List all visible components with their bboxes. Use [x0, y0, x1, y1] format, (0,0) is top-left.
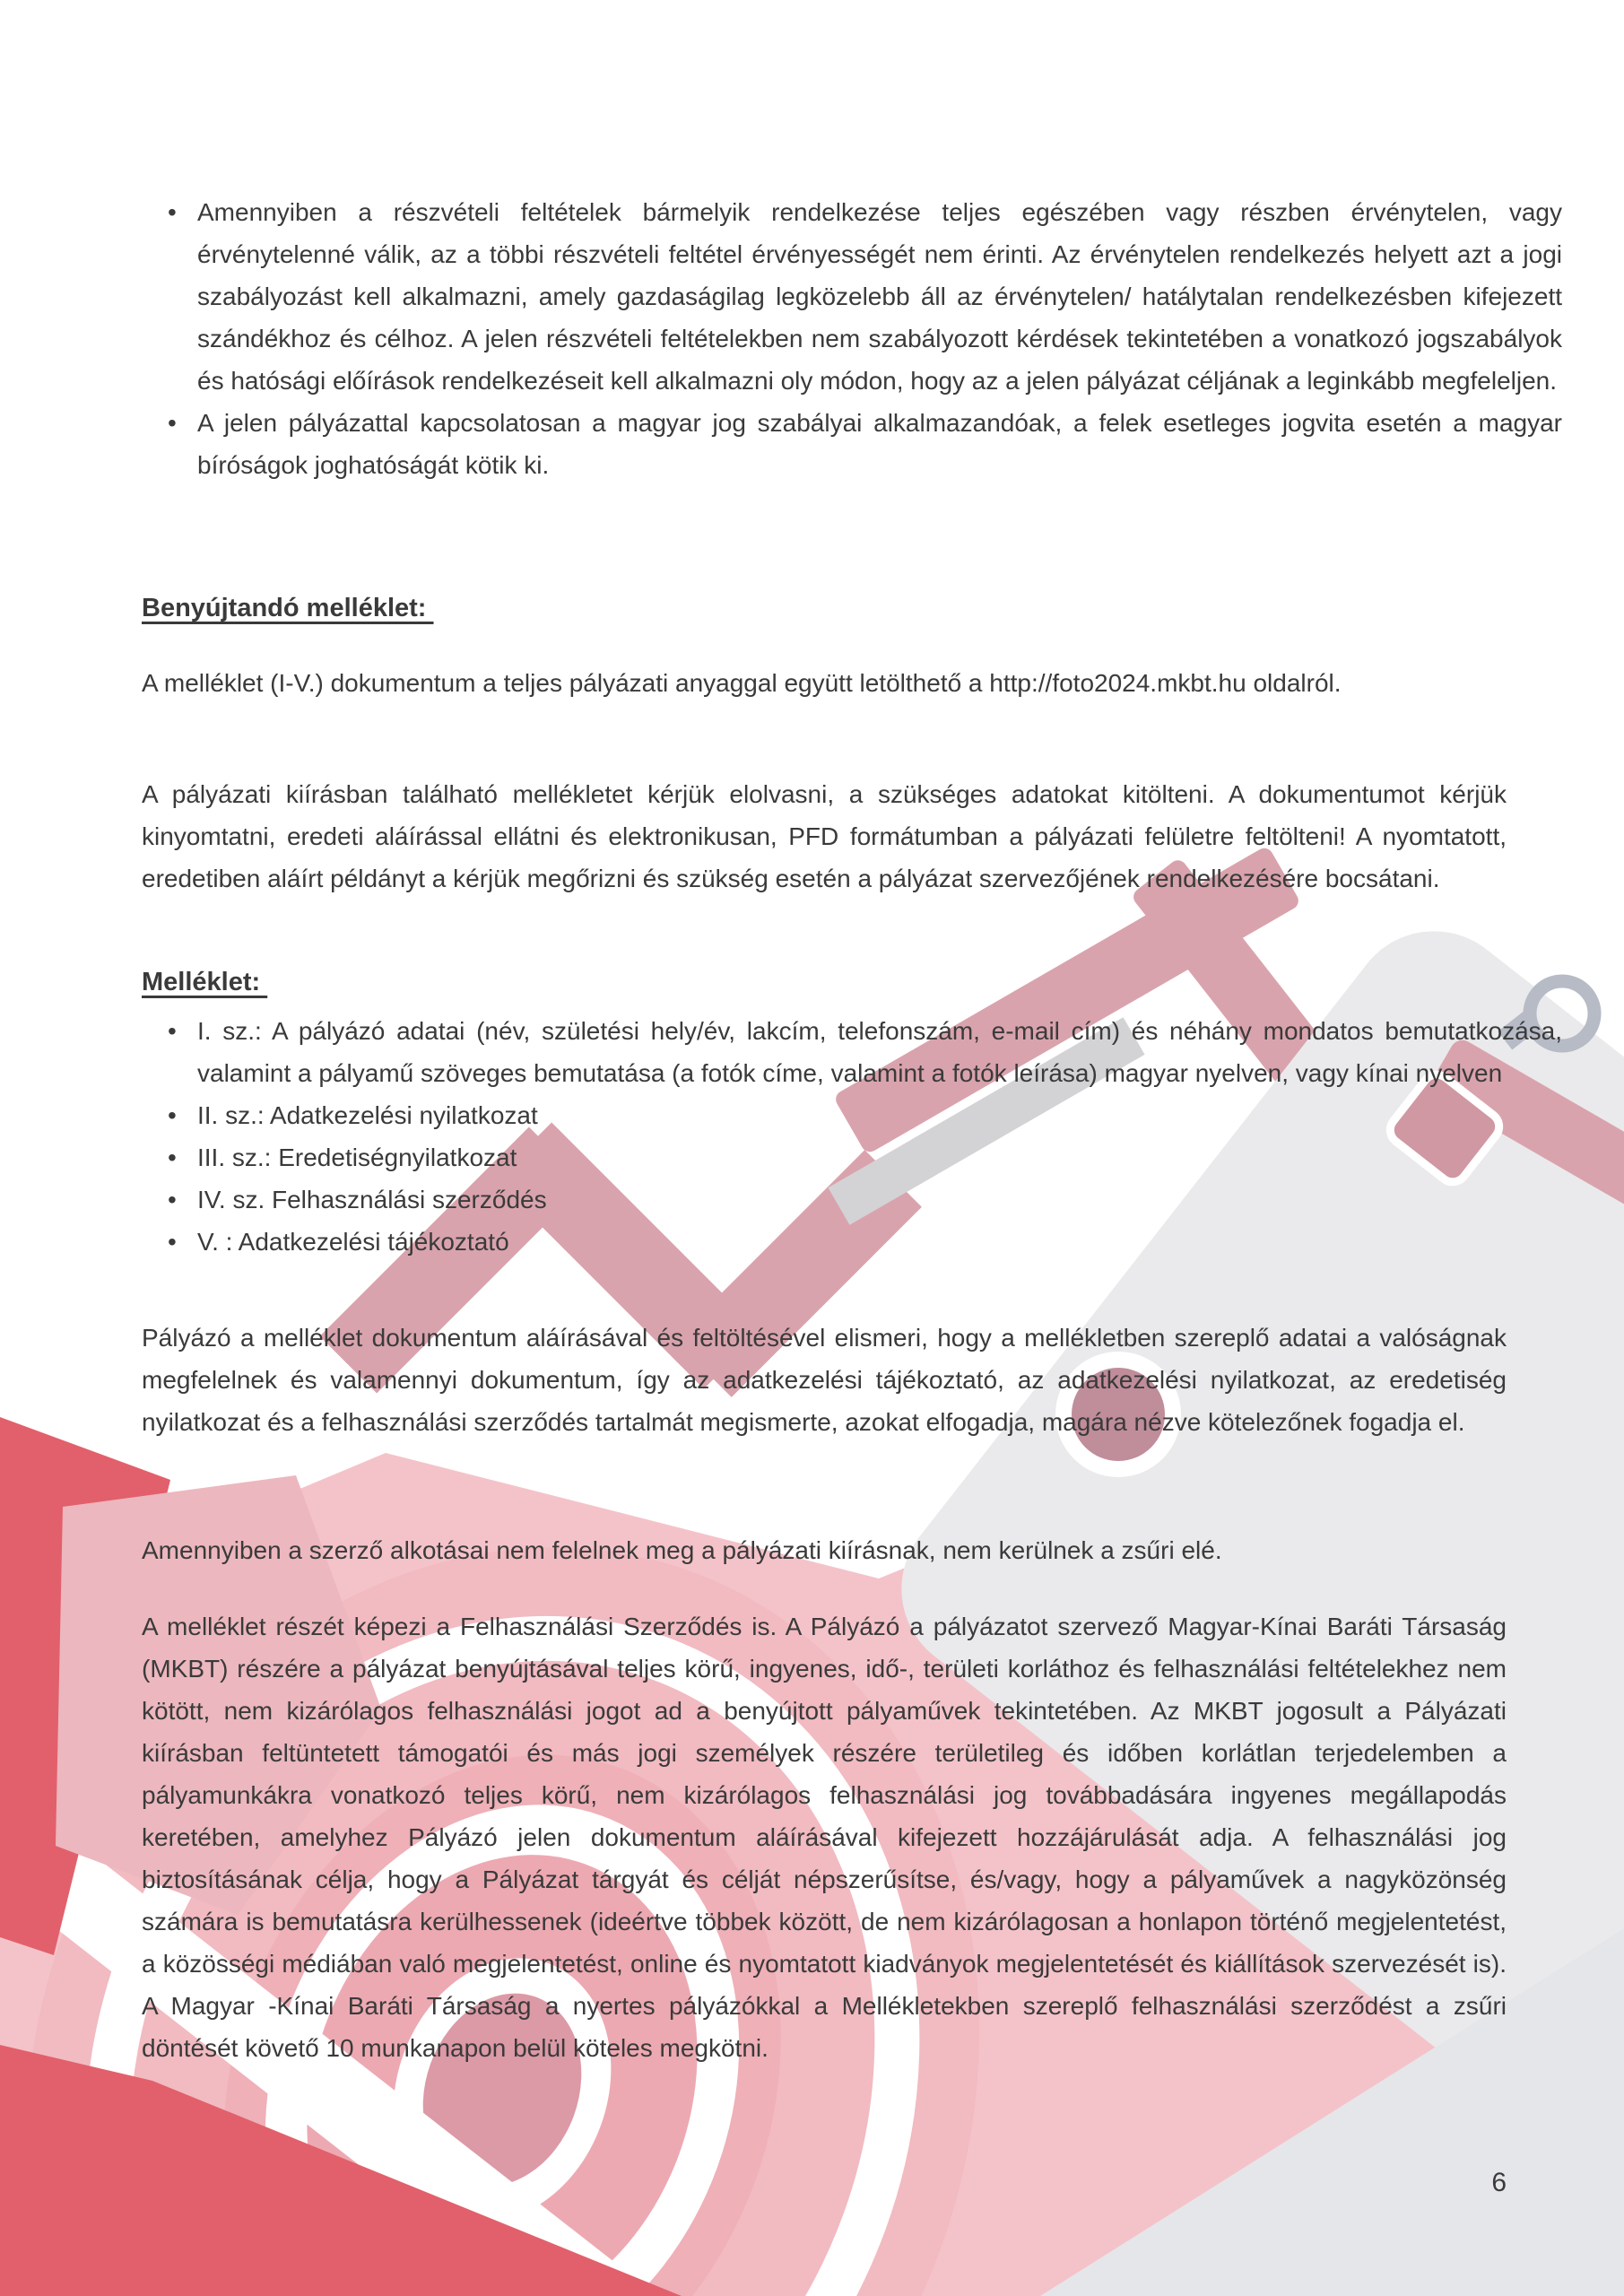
- list-item: • Amennyiben a részvételi feltételek bármelyik rendelkezése teljes egészében vagy részben érvénytelen, vagy érvénytelenné válik, az a többi részvételi feltétel érvényességét nem érinti. Az érvénytelen rendelkezés helyett azt a jogi szabályozást kell alkalmazni, amely gazdaságilag legközelebb áll az érvénytelen/ hatálytalan rendelkezésben kifejezett szándékhoz és célhoz. A jelen részvételi feltételekben nem szabályozott kérdések tekintetében a vonatkozó jogszabályok és hatósági előírások rendelkezéseit kell alkalmazni oly módon, hogy az a jelen pályázat céljának a leginkább megfeleljen.: [197, 191, 1562, 402]
- paragraph-jury: Amennyiben a szerző alkotásai nem felelnek meg a pályázati kiírásnak, nem kerülnek a zsűri elé.: [142, 1536, 1222, 1564]
- paragraph-license-terms: A melléklet részét képezi a Felhasználási Szerződés is. A Pályázó a pályázatot szervező Magyar-Kínai Baráti Társaság (MKBT) részére a pályázat benyújtásával teljes körű, ingyenes, idő-, területi korláthoz és felhasználási feltételekhez nem kötött, nem kizárólagos felhasználási jogot ad a benyújtott pályaművek tekintetében. Az MKBT jogosult a Pályázati kiírásban feltüntetett támogatói és más jogi személyek részére területileg és időben korlátlan terjedelemben a pályamunkákra vonatkozó teljes körű, nem kizárólagos felhasználási jog továbbadására ingyenes megállapodás keretében, amelyhez Pályázó jelen dokumentum aláírásával kifejezett hozzájárulását adja. A felhasználási jog biztosításának célja, hogy a Pályázat tárgyát és célját népszerűsítse, és/vagy, hogy a pályaművek a nagyközönség számára is bemutatásra kerülhessenek (ideértve többek között, de nem kizárólagosan a honlapon történő megjelentetést, a közösségi médiában való megjelentetést, online és nyomtatott kiadványok megjelentetését és kiállítások szervezését is). A Magyar -Kínai Baráti Társaság a nyertes pályázókkal a Mellékletekben szereplő felhasználási szerződést a zsűri döntését követő 10 munkanapon belül köteles megkötni.: [142, 1613, 1507, 2062]
- paragraph-fill-instructions: A pályázati kiírásban található mellékletet kérjük elolvasni, a szükséges adatokat kitölteni. A dokumentumot kérjük kinyomtatni, eredeti aláírással ellátni és elektronikusan, PFD formátumban a pályázati felületre feltölteni! A nyomtatott, eredetiben aláírt példányt a kérjük megőrizni és szükség esetén a pályázat szervezőjének rendelkezésére bocsátani.: [142, 780, 1507, 892]
- legal-bullet-list: [142, 191, 1562, 486]
- list-item: • IV. sz. Felhasználási szerződés: [197, 1178, 1562, 1221]
- page-number: 6: [1491, 2168, 1507, 2197]
- list-item: • V. : Adatkezelési tájékoztató: [197, 1221, 1562, 1263]
- section-heading-melleklet: Melléklet:: [142, 968, 268, 996]
- section-heading-benyujtando-melleklet: Benyújtandó melléklet:: [142, 594, 434, 622]
- list-item: • III. sz.: Eredetiségnyilatkozat: [197, 1136, 1562, 1178]
- list-item: • A jelen pályázattal kapcsolatosan a magyar jog szabályai alkalmazandóak, a felek esetleges jogvita esetén a magyar bíróságok joghatóságát kötik ki.: [197, 402, 1562, 486]
- list-item: • II. sz.: Adatkezelési nyilatkozat: [197, 1094, 1562, 1136]
- page-content: [142, 0, 1562, 2296]
- list-item: • I. sz.: A pályázó adatai (név, születési hely/év, lakcím, telefonszám, e-mail cím) és néhány mondatos bemutatkozása, valamint a pályamű szöveges bemutatása (a fotók címe, valamint a fotók leírása) magyar nyelven, vagy kínai nyelven: [197, 1010, 1562, 1094]
- paragraph-declaration: Pályázó a melléklet dokumentum aláírásával és feltöltésével elismeri, hogy a mellékletben szereplő adatai a valóságnak megfelelnek és valamennyi dokumentum, így az adatkezelési tájékoztató, az adatkezelési nyilatkozat, az eredetiség nyilatkozat és a felhasználási szerződés tartalmát megismerte, azokat elfogadja, magára nézve kötelezőnek fogadja el.: [142, 1324, 1507, 1436]
- attachment-bullet-list: [142, 1010, 1562, 1263]
- paragraph-download-info: A melléklet (I-V.) dokumentum a teljes pályázati anyaggal együtt letölthető a http://foto2024.mkbt.hu oldalról.: [142, 669, 1342, 697]
